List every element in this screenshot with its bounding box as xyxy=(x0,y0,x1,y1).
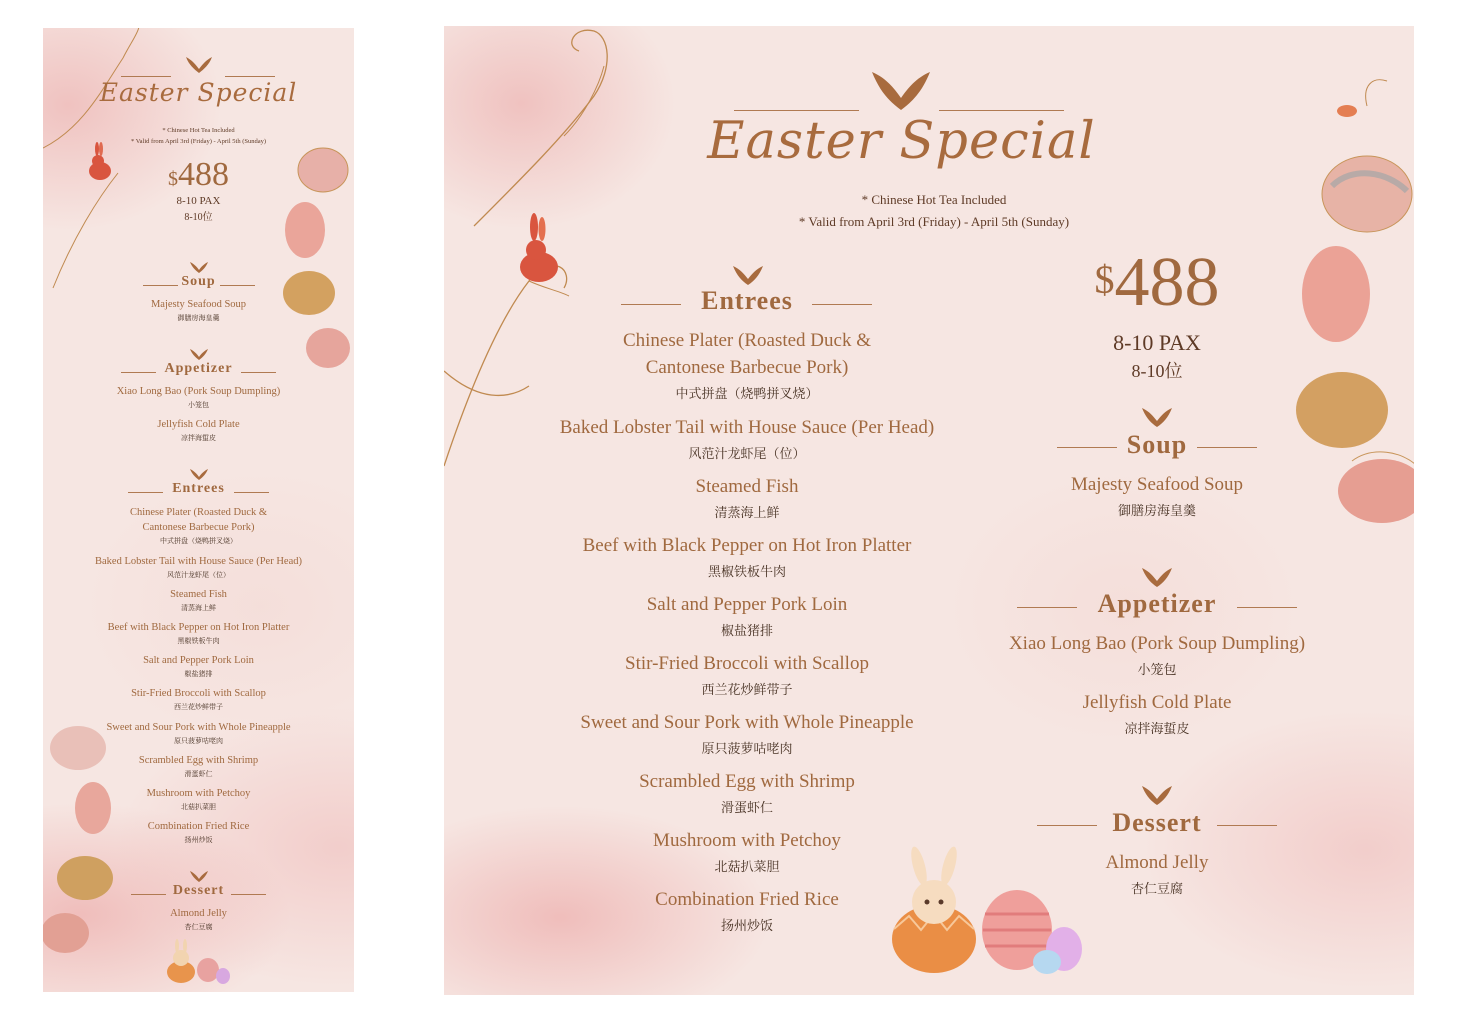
entree-item-zh: 清蒸海上鲜 xyxy=(714,505,780,520)
entree-item-zh: 原只菠萝咕咾肉 xyxy=(174,737,223,745)
entree-item-zh: 黑椒铁板牛肉 xyxy=(177,637,220,645)
appetizer-heading: Appetizer xyxy=(164,361,233,376)
title-rule-left xyxy=(734,110,859,111)
dessert-item: Almond Jelly xyxy=(170,908,227,919)
entree-item: Stir-Fried Broccoli with Scallop xyxy=(131,688,266,699)
note-tea: * Chinese Hot Tea Included xyxy=(162,127,235,134)
entree-item: Salt and Pepper Pork Loin xyxy=(646,594,848,615)
price xyxy=(43,156,354,194)
entree-item-zh: 滑蛋虾仁 xyxy=(184,770,213,778)
entree-item-line2: Cantonese Barbecue Pork) xyxy=(645,357,849,378)
entree-item-zh: 滑蛋虾仁 xyxy=(720,800,773,815)
menu-narrow-panel xyxy=(43,28,354,992)
entree-item: Stir-Fried Broccoli with Scallop xyxy=(625,653,869,674)
price-pax-zh: 8-10位 xyxy=(184,212,213,223)
dessert-heading: Dessert xyxy=(172,883,225,898)
bunny-ears-icon xyxy=(872,68,930,112)
note-valid: * Valid from April 3rd (Friday) - April 5th (Sunday) xyxy=(130,138,267,145)
bunny-ears-icon xyxy=(733,264,763,286)
appetizer-item: Jellyfish Cold Plate xyxy=(1082,692,1232,713)
dessert-item: Almond Jelly xyxy=(1105,852,1209,873)
title-rule-right xyxy=(939,110,1064,111)
appetizer-item-zh: 凉拌海蜇皮 xyxy=(1124,721,1190,736)
entree-item: Beef with Black Pepper on Hot Iron Platter xyxy=(582,535,912,556)
entree-item-zh: 椒盐猪排 xyxy=(720,623,773,638)
entree-item: Scrambled Egg with Shrimp xyxy=(639,771,855,792)
bunny-ears-icon xyxy=(190,468,208,481)
entree-item: Salt and Pepper Pork Loin xyxy=(143,655,254,666)
note-valid: * Valid from April 3rd (Friday) - April 5th (Sunday) xyxy=(798,214,1070,229)
entrees-heading: Entrees xyxy=(701,286,793,315)
menu-title: Easter Special xyxy=(707,112,1096,171)
entree-item-zh: 原只菠萝咕咾肉 xyxy=(701,741,793,756)
menu-title: Easter Special xyxy=(99,78,298,107)
entree-item-zh: 风范汁龙虾尾（位） xyxy=(167,571,230,579)
menu-wide-panel xyxy=(444,26,1414,995)
bunny-ears-icon xyxy=(186,55,212,75)
entree-item: Sweet and Sour Pork with Whole Pineapple xyxy=(106,722,291,733)
bunny-ears-icon xyxy=(190,870,208,883)
soup-heading: Soup xyxy=(181,274,216,289)
entree-item-zh: 扬州炒饭 xyxy=(720,918,773,933)
entree-item: Beef with Black Pepper on Hot Iron Platter xyxy=(107,622,290,633)
entree-item-zh: 中式拼盘（烧鸭拼叉烧） xyxy=(160,537,237,545)
entrees-heading: Entrees xyxy=(172,481,225,496)
entree-item-zh: 清蒸海上鲜 xyxy=(181,604,216,612)
price-currency: $ xyxy=(1094,257,1115,302)
bunny-ears-icon xyxy=(1142,566,1172,588)
entree-item: Combination Fried Rice xyxy=(655,889,839,910)
entree-item-zh: 扬州炒饭 xyxy=(184,836,213,844)
note-tea: * Chinese Hot Tea Included xyxy=(861,192,1007,207)
entree-item-zh: 北菇扒菜胆 xyxy=(714,859,780,874)
soup-item-zh: 御膳房海皇羹 xyxy=(177,314,220,322)
entree-item: Mushroom with Petchoy xyxy=(653,830,841,851)
appetizer-item: Jellyfish Cold Plate xyxy=(157,419,240,430)
bunny-ears-icon xyxy=(1142,406,1172,428)
price-pax: 8-10 PAX xyxy=(176,195,221,207)
title-rule-right xyxy=(225,76,275,77)
title-rule-left xyxy=(121,76,171,77)
price-currency: $ xyxy=(168,168,178,190)
dessert-item-zh: 杏仁豆腐 xyxy=(184,923,213,931)
entree-item: Mushroom with Petchoy xyxy=(146,788,251,799)
appetizer-heading: Appetizer xyxy=(1097,589,1217,618)
soup-item: Majesty Seafood Soup xyxy=(150,299,247,310)
price-amount: 488 xyxy=(178,156,229,193)
dessert-heading: Dessert xyxy=(1112,808,1202,837)
entree-item-zh: 黑椒铁板牛肉 xyxy=(707,564,786,579)
entree-item-zh: 风范汁龙虾尾（位） xyxy=(688,446,806,461)
bunny-ears-icon xyxy=(190,348,208,361)
entree-item-zh: 椒盐猪排 xyxy=(184,670,213,678)
appetizer-item-zh: 凉拌海蜇皮 xyxy=(181,434,216,442)
soup-item: Majesty Seafood Soup xyxy=(1070,474,1244,495)
entree-item: Combination Fried Rice xyxy=(147,821,250,832)
entree-item: Chinese Plater (Roasted Duck & xyxy=(622,330,871,351)
bunny-ears-icon xyxy=(1142,784,1172,806)
entree-item: Baked Lobster Tail with House Sauce (Per Head) xyxy=(559,417,935,438)
price-pax-zh: 8-10位 xyxy=(1131,361,1183,381)
price xyxy=(1007,244,1307,321)
entree-item: Baked Lobster Tail with House Sauce (Per Head) xyxy=(95,556,302,567)
entree-item-zh: 西兰花炒鲜带子 xyxy=(174,703,223,711)
appetizer-item-zh: 小笼包 xyxy=(1137,662,1177,677)
dessert-item-zh: 杏仁豆腐 xyxy=(1130,881,1183,896)
soup-item-zh: 御膳房海皇羹 xyxy=(1117,503,1196,518)
appetizer-item-zh: 小笼包 xyxy=(188,401,209,409)
soup-heading: Soup xyxy=(1126,430,1188,459)
bunny-in-egg-illustration xyxy=(163,940,233,985)
entree-item: Chinese Plater (Roasted Duck & xyxy=(129,507,268,518)
entree-item-zh: 西兰花炒鲜带子 xyxy=(701,682,793,697)
bunny-ears-icon xyxy=(190,261,208,274)
price-amount: 488 xyxy=(1114,244,1220,321)
entree-item-line2: Cantonese Barbecue Pork) xyxy=(142,522,255,533)
entree-item: Scrambled Egg with Shrimp xyxy=(138,755,259,766)
entree-item: Sweet and Sour Pork with Whole Pineapple xyxy=(580,712,914,733)
entree-item: Steamed Fish xyxy=(170,589,227,600)
appetizer-item: Xiao Long Bao (Pork Soup Dumpling) xyxy=(1008,633,1306,654)
entree-item-zh: 北菇扒菜胆 xyxy=(181,803,216,811)
entree-item-zh: 中式拼盘（烧鸭拼叉烧） xyxy=(675,386,819,401)
price-pax: 8-10 PAX xyxy=(1113,330,1201,355)
bunny-in-egg-illustration xyxy=(889,844,1099,974)
appetizer-item: Xiao Long Bao (Pork Soup Dumpling) xyxy=(116,386,281,397)
entree-item: Steamed Fish xyxy=(695,476,799,497)
